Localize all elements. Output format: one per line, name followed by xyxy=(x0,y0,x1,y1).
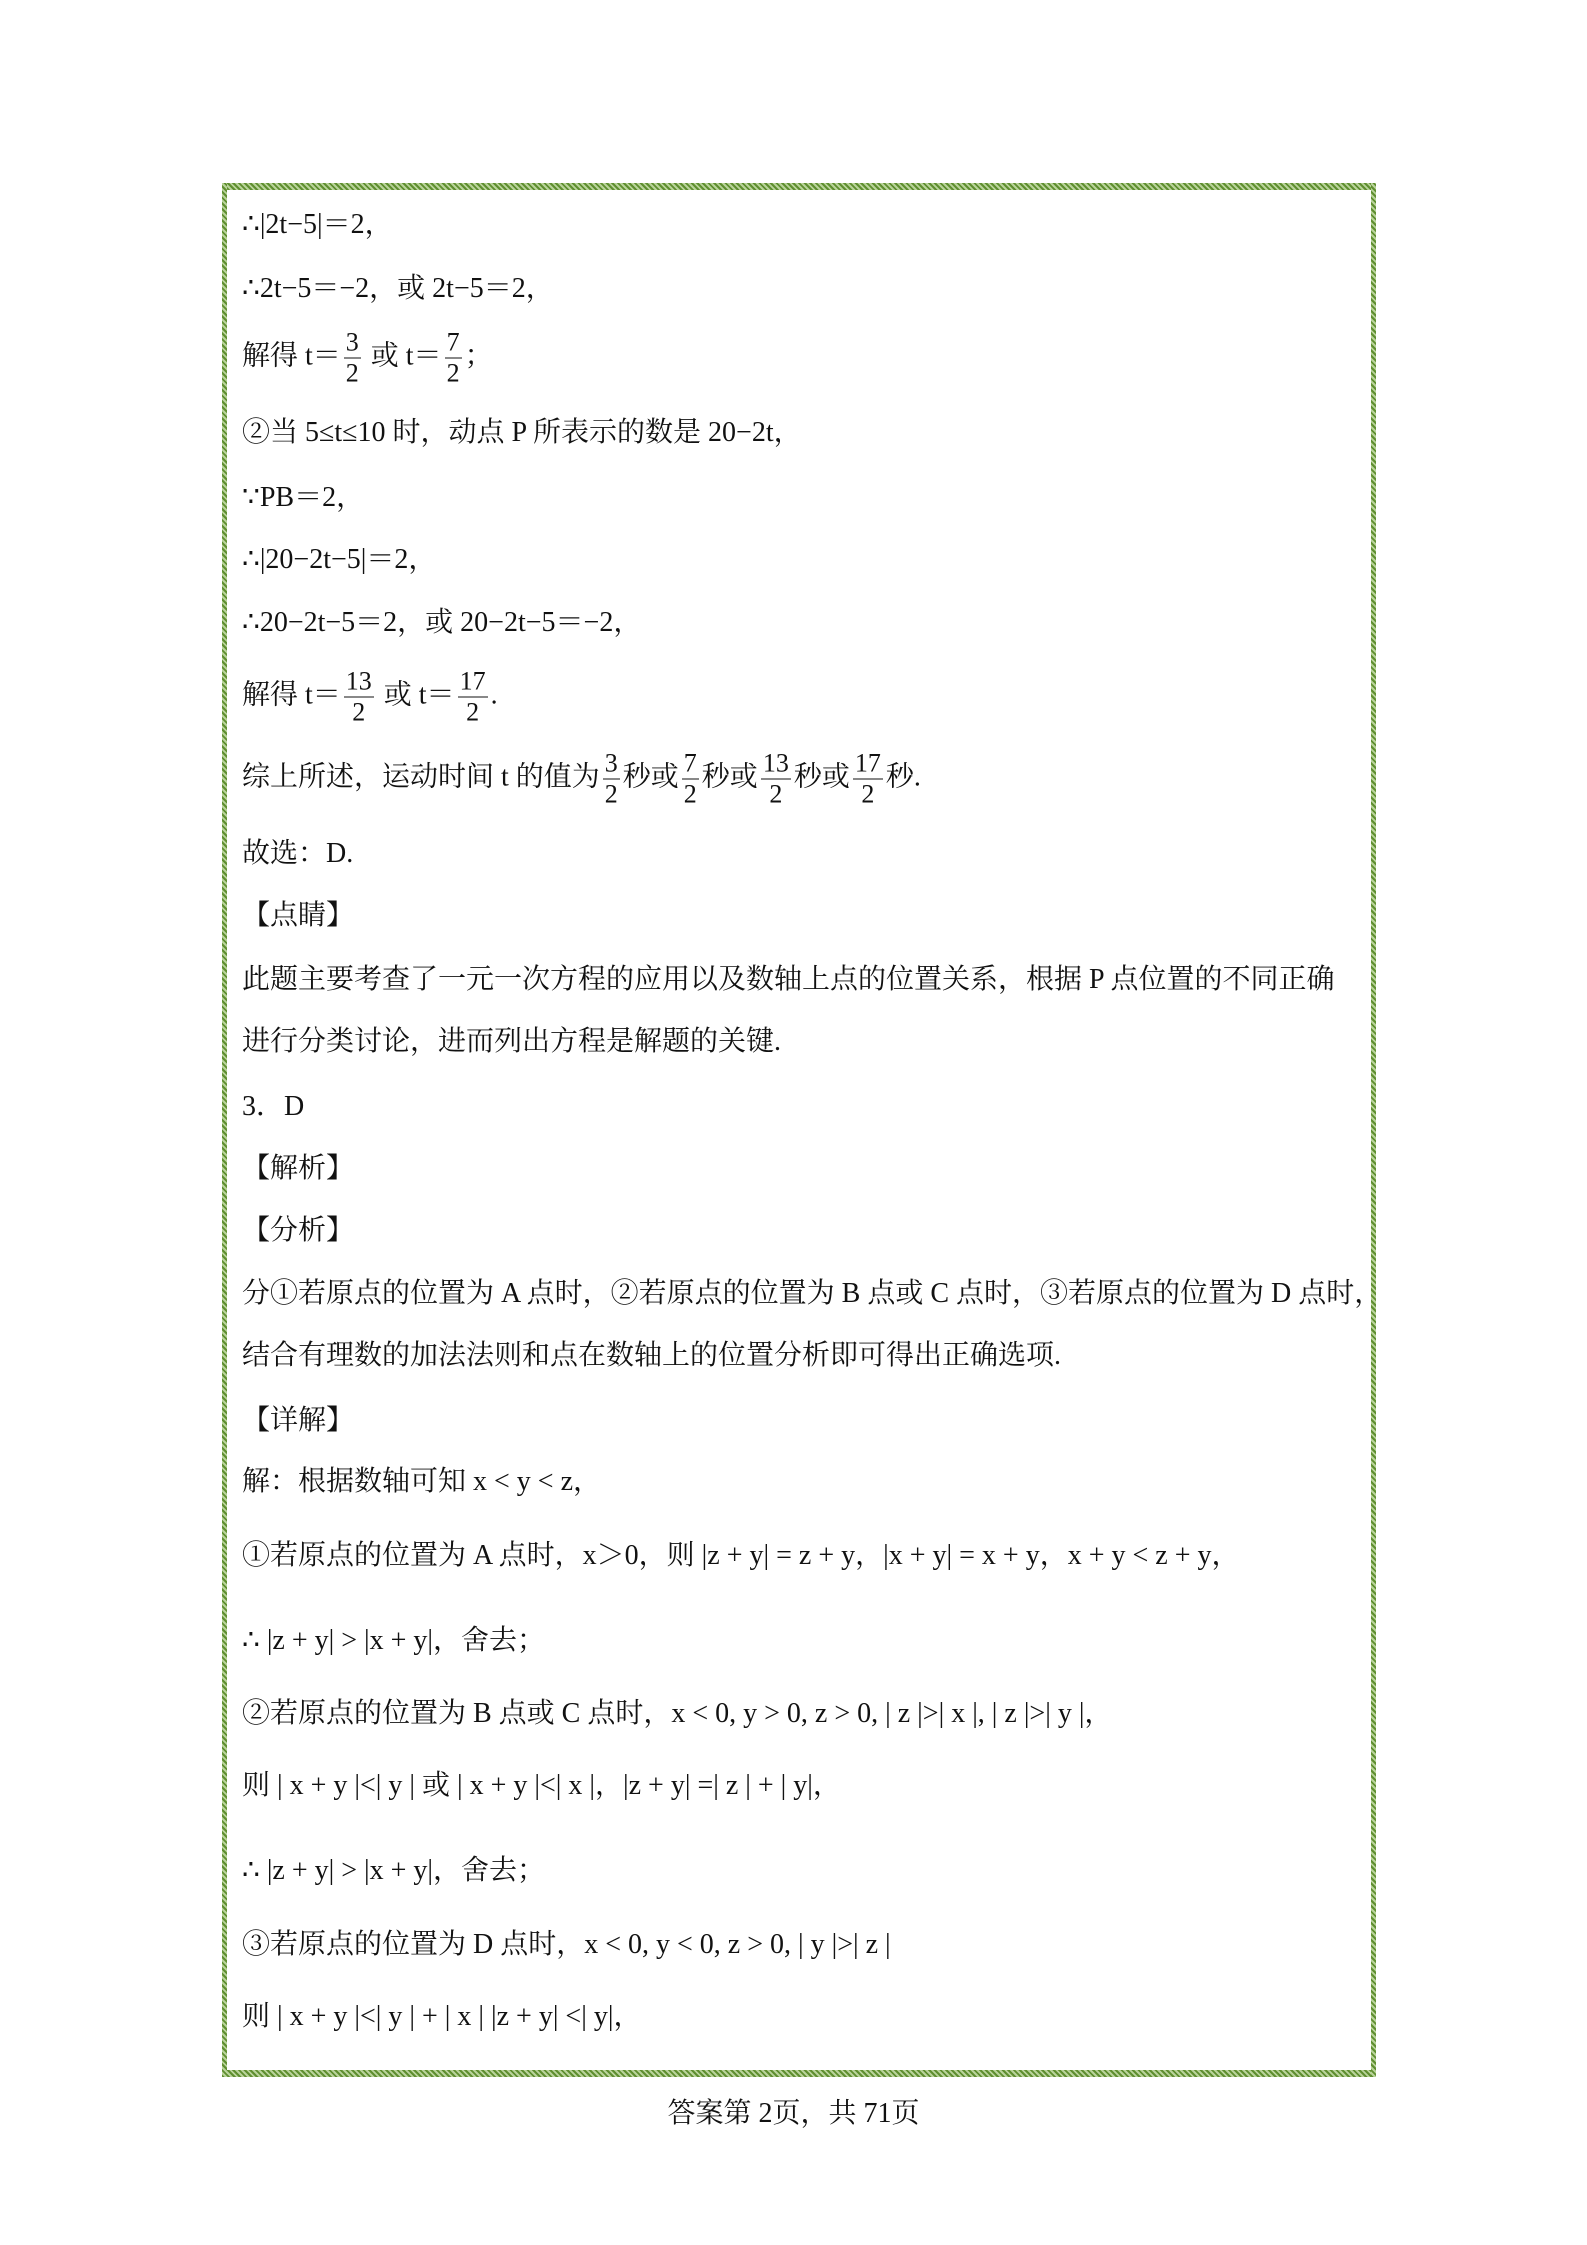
text-line: ∴ |z + y| > |x + y|，舍去； xyxy=(242,1625,546,1656)
text-line: ①若原点的位置为 A 点时，x＞0，则 |z + y| = z + y，|x + y| = x + y，x + y < z + y， xyxy=(242,1540,1240,1571)
text-line: 此题主要考查了一元一次方程的应用以及数轴上点的位置关系，根据 P 点位置的不同正确 xyxy=(242,964,1335,995)
denominator: 2 xyxy=(769,779,783,809)
denominator: 2 xyxy=(683,779,697,809)
text-line: ②若原点的位置为 B 点或 C 点时，x < 0, y > 0, z > 0, | z |>| x |, | z |>| y |， xyxy=(242,1698,1113,1729)
numerator: 17 xyxy=(854,748,881,778)
text: 秒或 xyxy=(701,761,758,793)
question-answer: 3．D xyxy=(242,1091,305,1122)
denominator: 2 xyxy=(352,697,366,727)
text-line: ∵PB＝2， xyxy=(242,482,365,513)
text-line: 解：根据数轴可知 x < y < z， xyxy=(242,1466,602,1497)
section-heading: 【解析】 xyxy=(242,1153,355,1184)
text: 秒. xyxy=(885,761,921,793)
text-line: 进行分类讨论，进而列出方程是解题的关键. xyxy=(242,1026,782,1057)
numerator: 3 xyxy=(345,327,359,357)
denominator: 2 xyxy=(604,779,618,809)
numerator: 7 xyxy=(446,327,460,357)
fraction xyxy=(445,328,462,389)
text-line: 故选：D. xyxy=(242,838,354,869)
numerator: 3 xyxy=(604,748,618,778)
text-line: ∴2t−5＝−2，或 2t−5＝2， xyxy=(242,273,554,304)
fraction xyxy=(853,749,883,810)
text-line: ②当 5≤t≤10 时，动点 P 所表示的数是 20−2t， xyxy=(242,417,802,448)
text: 秒或 xyxy=(793,761,850,793)
denominator: 2 xyxy=(345,358,359,388)
text: 解得 t＝ xyxy=(242,679,341,711)
text-line: ∴20−2t−5＝2，或 20−2t−5＝−2， xyxy=(242,607,642,638)
numerator: 7 xyxy=(683,748,697,778)
text-line: 分①若原点的位置为 A 点时，②若原点的位置为 B 点或 C 点时，③若原点的位置为 D 点时， xyxy=(242,1278,1383,1309)
solution-line xyxy=(242,667,498,728)
fraction xyxy=(458,667,488,728)
denominator: 2 xyxy=(861,779,875,809)
section-heading: 【详解】 xyxy=(242,1405,355,1436)
text-line: ∴ |z + y| > |x + y|，舍去； xyxy=(242,1855,546,1886)
fraction xyxy=(682,749,699,810)
page-footer: 答案第 2页，共 71页 xyxy=(667,2098,920,2129)
numerator: 13 xyxy=(762,748,789,778)
frame-border-left xyxy=(222,183,227,2077)
text: 解得 t＝ xyxy=(242,340,341,372)
denominator: 2 xyxy=(446,358,460,388)
numerator: 13 xyxy=(345,666,372,696)
section-heading: 【点睛】 xyxy=(242,900,355,931)
text-line: ∴|2t−5|＝2， xyxy=(242,209,393,240)
numerator: 17 xyxy=(459,666,486,696)
text-line: ③若原点的位置为 D 点时，x < 0, y < 0, z > 0, | y |>| z | xyxy=(242,1929,891,1960)
frame-border-bottom xyxy=(222,2070,1376,2077)
text: 秒或 xyxy=(622,761,679,793)
fraction xyxy=(344,667,374,728)
fraction xyxy=(761,749,791,810)
fraction xyxy=(344,328,361,389)
text-line: 则 | x + y |<| y | 或 | x + y |<| x |，|z + y| =| z | + | y|， xyxy=(242,1770,841,1801)
section-heading: 【分析】 xyxy=(242,1215,355,1246)
text: 综上所述，运动时间 t 的值为 xyxy=(242,761,600,793)
denominator: 2 xyxy=(466,697,480,727)
summary-line xyxy=(242,749,921,810)
text: ； xyxy=(464,340,493,372)
text: 或 t＝ xyxy=(363,340,442,372)
frame-border-right xyxy=(1371,183,1376,2077)
fraction xyxy=(603,749,620,810)
frame-border-top xyxy=(222,183,1376,190)
solution-line xyxy=(242,328,493,389)
text-line: 结合有理数的加法法则和点在数轴上的位置分析即可得出正确选项. xyxy=(242,1340,1062,1371)
text: 或 t＝ xyxy=(376,679,455,711)
text-line: 则 | x + y |<| y | + | x | |z + y| <| y|， xyxy=(242,2001,642,2032)
text-line: ∴|20−2t−5|＝2， xyxy=(242,544,437,575)
text: . xyxy=(490,679,498,711)
